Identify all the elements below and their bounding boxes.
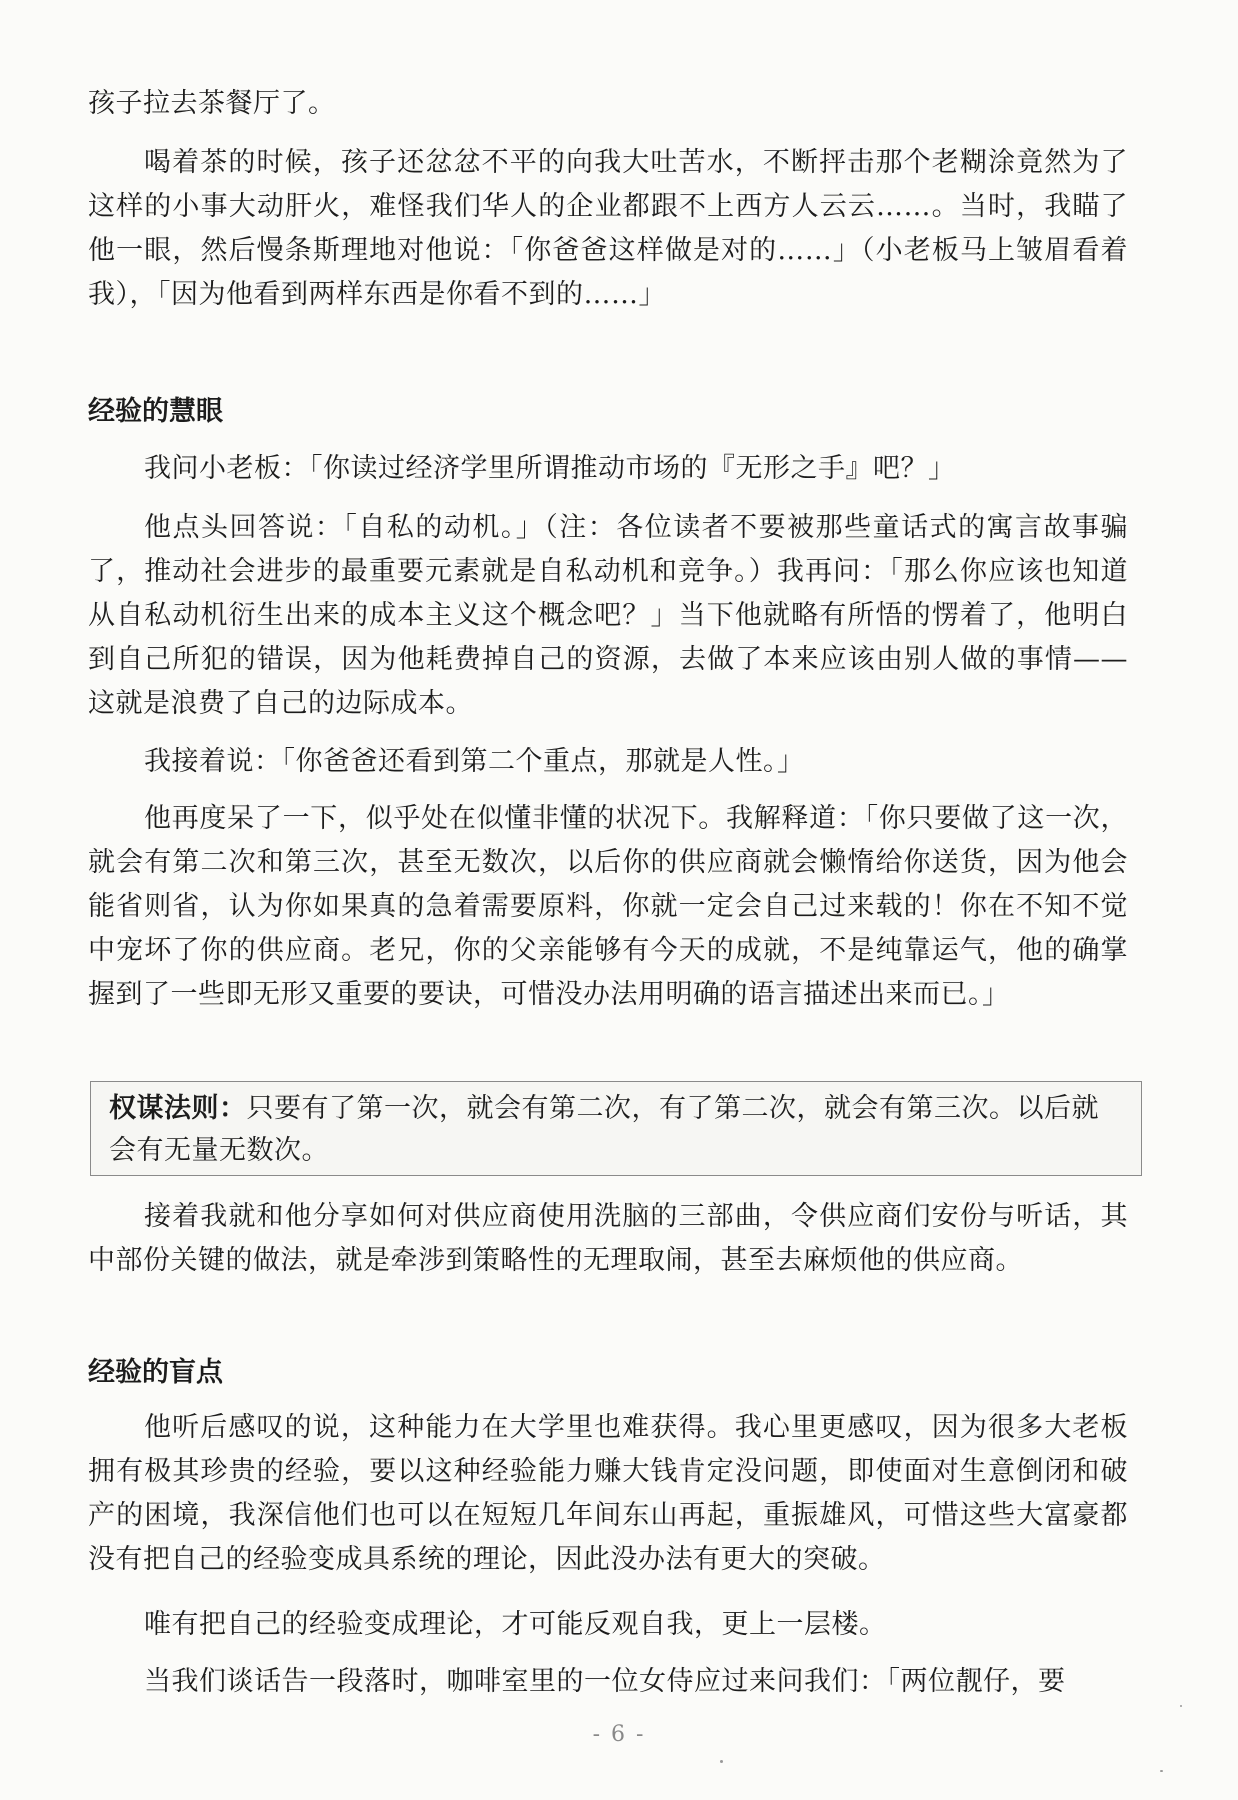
paragraph-experience-value: 他听后感叹的说，这种能力在大学里也难获得。我心里更感叹，因为很多大老板拥有极其珍贵的经验，要以这种经验能力赚大钱肯定没问题，即使面对生意倒闭和破产的困境，我深信他们也可以在短短几年间东山再起，重振雄风，可惜这些大富豪都没有把自己的经验变成具系统的理论，因此没办法有更大的突破。: [88, 1412, 1128, 1575]
paragraph-supplier-brainwash: 接着我就和他分享如何对供应商使用洗脑的三部曲，令供应商们安份与听话，其中部份关键的做法，就是牵涉到策略性的无理取闹，甚至去麻烦他的供应商。: [88, 1201, 1128, 1276]
rule-text: 只要有了第一次，就会有第二次，有了第二次，就会有第三次。以后就会有无量无数次。: [109, 1093, 1099, 1166]
paragraph-tea-conversation: 喝着茶的时候，孩子还忿忿不平的向我大吐苦水，不断抨击那个老糊涂竟然为了这样的小事大动肝火，难怪我们华人的企业都跟不上西方人云云……。当时，我瞄了他一眼，然后慢条斯理地对他说：「你爸爸这样做是对的……」（小老板马上皱眉看着我），「因为他看到两样东西是你看不到的……」: [88, 147, 1128, 310]
scan-speck: [720, 1760, 723, 1763]
paragraph-waitress: 当我们谈话告一段落时，咖啡室里的一位女侍应过来问我们：「两位靓仔，要: [144, 1666, 1066, 1697]
rule-label: 权谋法则：: [109, 1093, 247, 1124]
rule-callout-box: [90, 1081, 1142, 1176]
page-number: - 6 -: [592, 1722, 646, 1747]
paragraph-theory: 唯有把自己的经验变成理论，才可能反观自我，更上一层楼。: [144, 1609, 887, 1640]
section-heading-insight: 经验的慧眼: [88, 396, 223, 427]
paragraph-selfish-motive: 他点头回答说：「自私的动机。」（注：各位读者不要被那些童话式的寓言故事骗了，推动社会进步的最重要元素就是自私动机和竞争。）我再问：「那么你应该也知道从自私动机衍生出来的成本主义这个概念吧？」当下他就略有所悟的愣着了，他明白到自己所犯的错误，因为他耗费掉自己的资源，去做了本来应该由别人做的事情——这就是浪费了自己的边际成本。: [88, 512, 1128, 719]
scan-speck: [1180, 1705, 1182, 1707]
scan-speck: [1160, 1770, 1163, 1772]
section-heading-blindspot: 经验的盲点: [88, 1357, 223, 1388]
paragraph-invisible-hand: 我问小老板：「你读过经济学里所谓推动市场的『无形之手』吧？」: [144, 453, 956, 484]
paragraph-explanation: 他再度呆了一下，似乎处在似懂非懂的状况下。我解释道：「你只要做了这一次，就会有第二次和第三次，甚至无数次，以后你的供应商就会懒惰给你送货，因为他会能省则省，认为你如果真的急着需要原料，你就一定会自己过来载的！你在不知不觉中宠坏了你的供应商。老兄，你的父亲能够有今天的成就，不是纯靠运气，他的确掌握到了一些即无形又重要的要诀，可惜没办法用明确的语言描述出来而已。」: [88, 803, 1128, 1010]
paragraph-human-nature: 我接着说：「你爸爸还看到第二个重点，那就是人性。」: [144, 746, 805, 777]
paragraph-continued: 孩子拉去茶餐厅了。: [88, 88, 336, 119]
